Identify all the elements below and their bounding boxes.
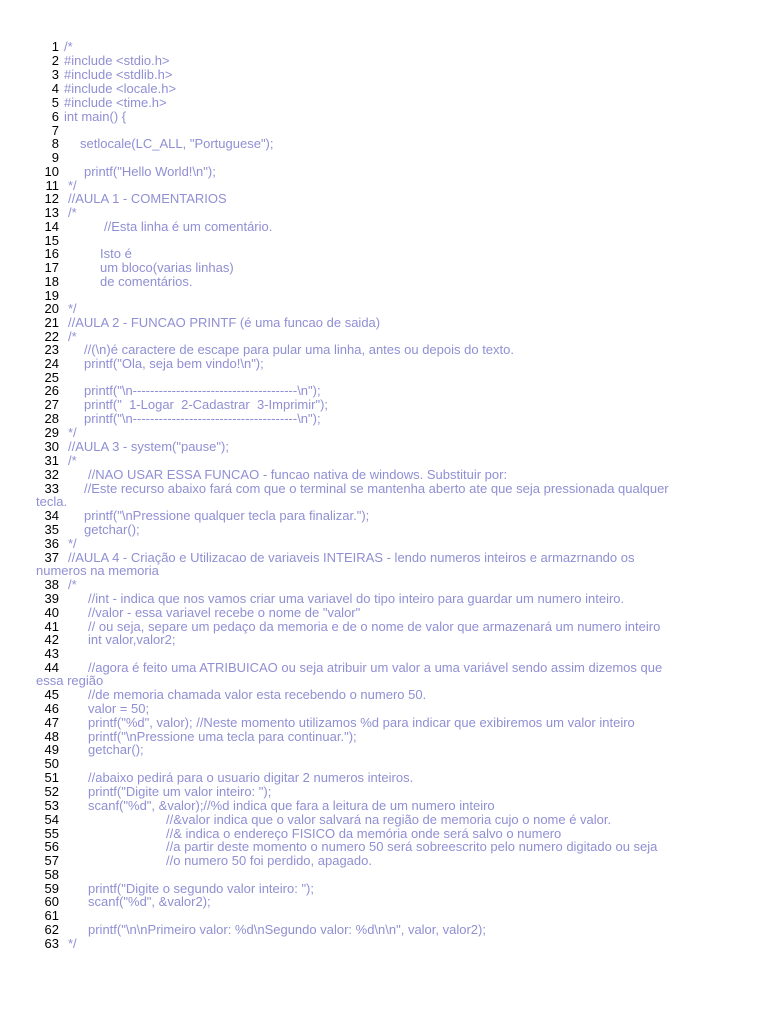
line-number: 60	[44, 894, 59, 909]
line-number: 35	[44, 522, 59, 537]
line-number: 27	[44, 397, 59, 412]
line-number: 36	[44, 536, 59, 551]
line-text: //agora é feito uma ATRIBUICAO ou seja atribuir um valor a uma variável sendo assim dizemos que	[88, 660, 663, 675]
line-number: 45	[44, 687, 59, 702]
line-text: //& indica o endereço FISICO da memória onde será salvo o numero	[166, 826, 562, 841]
line-text: //AULA 1 - COMENTARIOS	[68, 191, 227, 206]
line-text: printf("Digite um valor inteiro: ");	[88, 784, 272, 799]
line-text: Isto é	[100, 246, 132, 261]
line-text: printf("Hello World!\n");	[84, 164, 216, 179]
line-number: 21	[44, 315, 59, 330]
line-text: //valor - essa variavel recebe o nome de "valor"	[88, 605, 361, 620]
line-number: 3	[51, 67, 59, 82]
line-text: //NAO USAR ESSA FUNCAO - funcao nativa de windows. Substituir por:	[88, 467, 508, 482]
line-text: getchar();	[84, 522, 140, 537]
line-text: //o numero 50 foi perdido, apagado.	[166, 853, 372, 868]
line-number: 13	[44, 205, 59, 220]
line-text: printf("\n--------------------------------------\n");	[84, 411, 321, 426]
line-number: 18	[44, 274, 59, 289]
line-text-continuation: essa região	[36, 673, 104, 688]
line-text: #include <stdlib.h>	[64, 67, 173, 82]
line-text: de comentários.	[100, 274, 193, 289]
line-number: 20	[44, 301, 59, 316]
line-text: int main() {	[64, 109, 127, 124]
line-number: 61	[44, 908, 59, 923]
line-number: 29	[44, 425, 59, 440]
line-text: getchar();	[88, 742, 144, 757]
line-text: scanf("%d", &valor);//%d indica que fara a leitura de um numero inteiro	[88, 798, 495, 813]
line-text: um bloco(varias linhas)	[100, 260, 234, 275]
line-text: setlocale(LC_ALL, "Portuguese");	[80, 136, 274, 151]
line-text: //a partir deste momento o numero 50 será sobreescrito pelo numero digitado ou seja	[166, 839, 658, 854]
line-number: 28	[44, 411, 59, 426]
line-number: 31	[44, 453, 59, 468]
line-number: 11	[45, 178, 59, 193]
line-number: 33	[44, 481, 59, 496]
line-number: 58	[44, 867, 59, 882]
line-number: 53	[44, 798, 59, 813]
line-text: //&valor indica que o valor salvará na região de memoria cujo o nome é valor.	[166, 812, 612, 827]
line-number: 12	[44, 191, 59, 206]
line-text: printf("\nPressione qualquer tecla para finalizar.");	[84, 508, 370, 523]
line-text-continuation: numeros na memoria	[36, 563, 159, 578]
line-number: 30	[44, 439, 59, 454]
line-number: 38	[44, 577, 59, 592]
line-number: 24	[44, 356, 59, 371]
line-text: //(\n)é caractere de escape para pular uma linha, antes ou depois do texto.	[84, 342, 514, 357]
line-number: 22	[44, 329, 59, 344]
line-number: 49	[44, 742, 59, 757]
line-text: //Este recurso abaixo fará com que o terminal se mantenha aberto ate que seja pressionada qualquer	[84, 481, 669, 496]
line-number: 26	[44, 383, 59, 398]
line-number: 5	[51, 95, 59, 110]
line-number: 55	[44, 826, 59, 841]
line-text: */	[68, 425, 77, 440]
line-number: 54	[44, 812, 59, 827]
line-number: 23	[44, 342, 59, 357]
line-text: /*	[68, 329, 77, 344]
line-number: 15	[44, 233, 59, 248]
line-text: */	[68, 536, 77, 551]
line-number: 42	[44, 632, 59, 647]
line-text: printf("\n--------------------------------------\n");	[84, 383, 321, 398]
line-text: #include <locale.h>	[64, 81, 177, 96]
line-number: 43	[44, 646, 59, 661]
line-text: scanf("%d", &valor2);	[88, 894, 211, 909]
line-number: 62	[44, 922, 59, 937]
line-number: 59	[44, 881, 59, 896]
line-text: */	[68, 936, 77, 951]
line-number: 46	[44, 701, 59, 716]
line-text: */	[68, 178, 77, 193]
line-text: //AULA 2 - FUNCAO PRINTF (é uma funcao de saida)	[68, 315, 381, 330]
line-number: 32	[44, 467, 59, 482]
line-number: 48	[44, 729, 59, 744]
line-number: 52	[44, 784, 59, 799]
line-number: 1	[51, 39, 59, 54]
line-number: 19	[44, 288, 59, 303]
line-number: 57	[44, 853, 59, 868]
line-number: 63	[44, 936, 59, 951]
line-number: 37	[44, 550, 59, 565]
line-text: /*	[64, 39, 73, 54]
line-text: printf("Digite o segundo valor inteiro: ");	[88, 881, 315, 896]
line-text: valor = 50;	[88, 701, 150, 716]
line-number: 16	[44, 246, 59, 261]
line-text: //int - indica que nos vamos criar uma variavel do tipo inteiro para guardar um numero inteiro.	[88, 591, 625, 606]
line-text: // ou seja, separe um pedaço da memoria e de o nome de valor que armazenará um numero inteiro	[88, 619, 661, 634]
line-text: //Esta linha é um comentário.	[104, 219, 273, 234]
line-number: 7	[51, 123, 59, 138]
line-number: 8	[51, 136, 59, 151]
line-text-continuation: tecla.	[36, 494, 68, 509]
line-number: 4	[51, 81, 59, 96]
line-number: 17	[44, 260, 59, 275]
line-text: //de memoria chamada valor esta recebendo o numero 50.	[88, 687, 427, 702]
line-text: #include <time.h>	[64, 95, 167, 110]
line-number: 41	[44, 619, 59, 634]
line-text: printf(" 1-Logar 2-Cadastrar 3-Imprimir");	[84, 397, 329, 412]
line-number: 2	[51, 53, 59, 68]
line-number: 50	[44, 756, 59, 771]
line-number: 25	[44, 370, 59, 385]
line-number: 34	[44, 508, 59, 523]
line-number: 47	[44, 715, 59, 730]
line-number: 39	[44, 591, 59, 606]
line-text: //abaixo pedirá para o usuario digitar 2 numeros inteiros.	[88, 770, 414, 785]
line-number: 44	[44, 660, 59, 675]
line-number: 56	[44, 839, 59, 854]
line-text: printf("\n\nPrimeiro valor: %d\nSegundo valor: %d\n\n", valor, valor2);	[88, 922, 486, 937]
line-text: int valor,valor2;	[88, 632, 176, 647]
line-text: /*	[68, 205, 77, 220]
line-text: /*	[68, 577, 77, 592]
line-number: 40	[44, 605, 59, 620]
line-text: /*	[68, 453, 77, 468]
line-text: printf("\nPressione uma tecla para continuar.");	[88, 729, 357, 744]
line-number: 51	[44, 770, 59, 785]
line-number: 6	[51, 109, 59, 124]
line-text: //AULA 3 - system("pause");	[68, 439, 229, 454]
line-text: */	[68, 301, 77, 316]
line-text: printf("%d", valor); //Neste momento utilizamos %d para indicar que exibiremos um valor inteiro	[88, 715, 635, 730]
line-number: 14	[44, 219, 59, 234]
line-text: //AULA 4 - Criação e Utilizacao de variaveis INTEIRAS - lendo numeros inteiros e armazrnando os	[68, 550, 635, 565]
line-number: 10	[44, 164, 59, 179]
line-number: 9	[51, 150, 59, 165]
line-text: #include <stdio.h>	[64, 53, 170, 68]
line-text: printf("Ola, seja bem vindo!\n");	[84, 356, 264, 371]
